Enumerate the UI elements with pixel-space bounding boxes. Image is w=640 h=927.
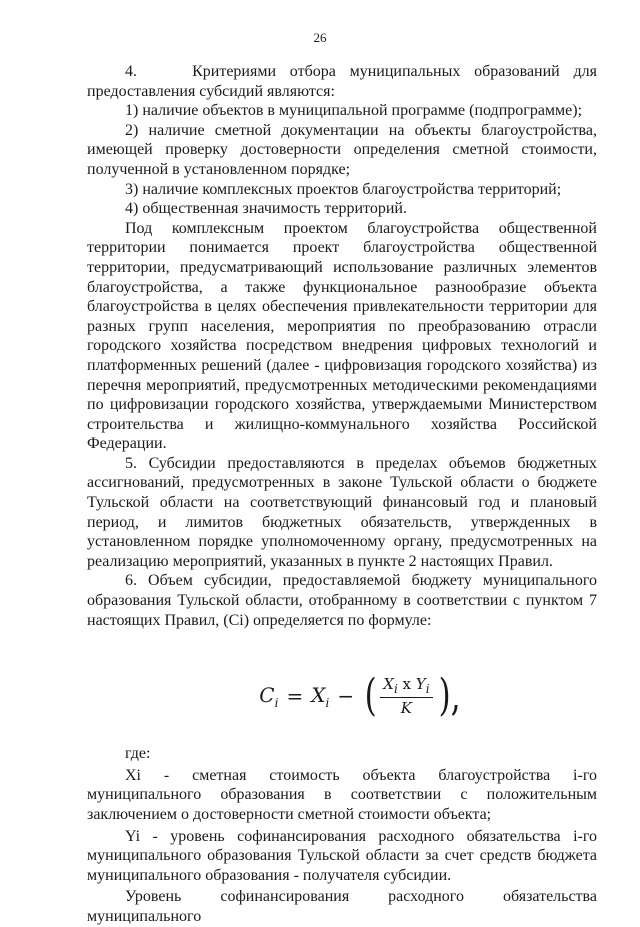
paragraph-5: 5. Субсидии предоставляются в пределах объемов бюджетных ассигнований, предусмотренных в законе Тульской области о бюджете Тульской области на соответствующий финансовый год и плановый период, и лимитов бюджетных обязательств, утвержденных в установленном порядке уполномоченному органу, предусмотренных на реализацию мероприятий, указанных в пункте 2 настоящих Правил. — [87, 454, 597, 570]
paragraph-4-criterion-4: 4) общественная значимость территорий. — [125, 200, 407, 218]
paragraph-4-criterion-1: 1) наличие объектов в муниципальной программе (подпрограмме); — [125, 102, 583, 120]
page-number: 26 — [313, 30, 327, 45]
formula-numerator: $X_i$ x $Y_i$ — [380, 675, 432, 698]
formula-equals: = — [286, 684, 304, 709]
formula-x-term: $X_i$ — [311, 682, 330, 710]
paragraph-6: 6. Объем субсидии, предоставляемой бюджету муниципального образования Тульской области, отобранному в соответствии с пунктом 7 настоящих Правил, (Ci) определяется по формуле: — [87, 572, 597, 629]
yi-definition: Yi - уровень софинансирования расходного обязательства i-го муниципального образования Тульской области за счет средств бюджета муниципального образования - получателя субсидии. — [87, 827, 597, 884]
paragraph-4-criterion-2: 2) наличие сметной документации на объекты благоустройства, имеющей проверку достоверности определения сметной стоимости, полученной в установленном порядке; — [87, 121, 597, 178]
paragraph-4-criterion-3: 3) наличие комплексных проектов благоустройства территорий; — [125, 180, 562, 198]
document-body — [87, 62, 597, 927]
formula-minus: − — [337, 684, 355, 709]
paragraph-4-intro: 4. Критериями отбора муниципальных образований для предоставления субсидий являются: — [87, 63, 597, 100]
xi-definition: Xi - сметная стоимость объекта благоустройства i-го муниципального образования в соответствии с положительным заключением о достоверности сметной стоимости объекта; — [87, 766, 597, 823]
cofinancing-level-paragraph: Уровень софинансирования расходного обязательства муниципального — [87, 888, 597, 925]
paragraph-4-definition: Под комплексным проектом благоустройства общественной территории понимается проект благоустройства общественной территории, предусматривающий использование различных элементов благоустройства, а также функциональное разнообразие объекта благоустройства в целях обеспечения привлекательности территории для разных групп населения, мероприятия по преобразованию отрасли городского хозяйства посредством внедрения цифровых технологий и платформенных решений (далее - цифровизация городского хозяйства) из перечня мероприятий, предусмотренных методическими рекомендациями по цифровизации городского хозяйства, утверждаемыми Министерством строительства и жилищно-коммунального хозяйства Российской Федерации. — [87, 219, 597, 453]
formula-fraction — [380, 675, 432, 717]
formula-open-paren: ( — [364, 670, 377, 722]
formula-denominator: K — [400, 699, 412, 718]
subsidy-formula — [87, 670, 597, 722]
where-label: где: — [125, 745, 151, 763]
formula-close-paren: ), — [438, 670, 461, 722]
formula-lhs: $C_i$ — [259, 682, 279, 710]
